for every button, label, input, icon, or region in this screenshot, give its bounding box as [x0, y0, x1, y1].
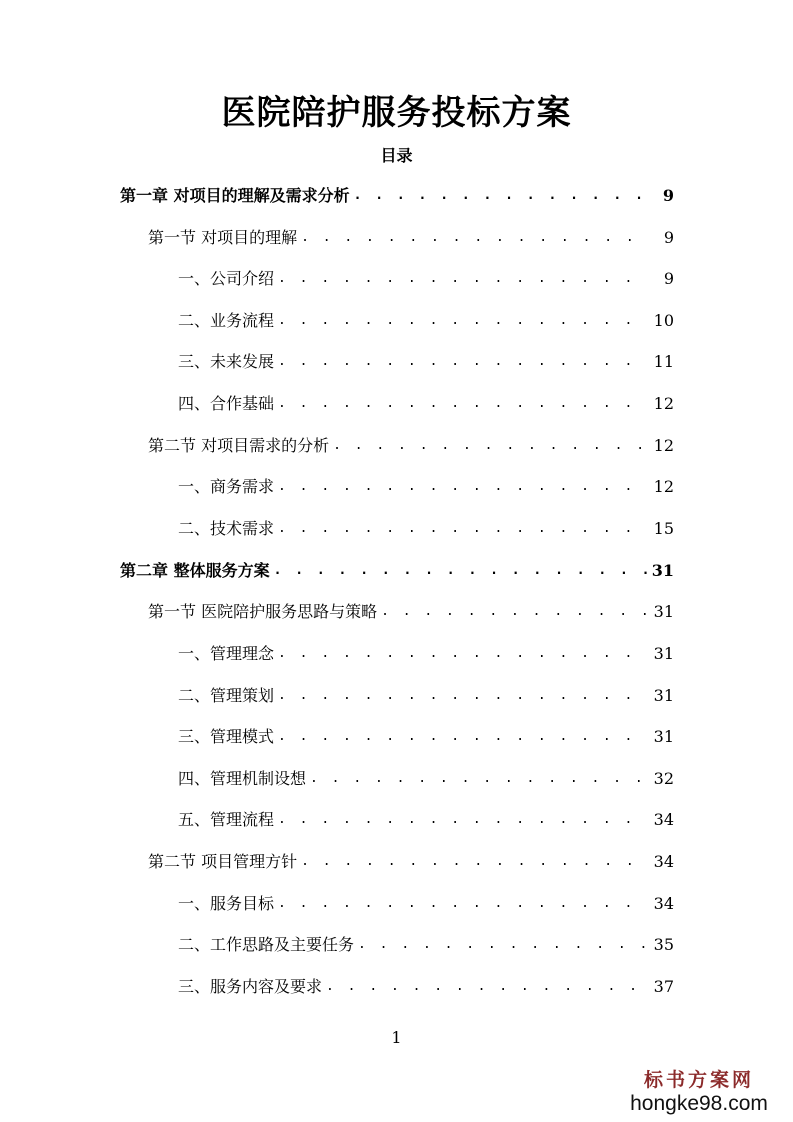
- toc-entry-subsection[interactable]: [178, 890, 674, 918]
- toc-entry-title: 五、管理流程: [178, 810, 275, 829]
- toc-entry-subsection[interactable]: [178, 973, 674, 1001]
- toc-entry-page: 34: [653, 894, 674, 913]
- toc-entry-subsection[interactable]: [178, 931, 674, 959]
- toc-entry-page: 12: [653, 436, 674, 455]
- page-number: 1: [391, 1028, 402, 1047]
- toc-entry-page: 31: [651, 561, 674, 580]
- toc-entry-page: 35: [653, 935, 674, 954]
- watermark-cn-text: 标书方案网: [643, 1069, 754, 1091]
- toc-leader-dots: [354, 182, 648, 210]
- toc-entry-page: 15: [653, 519, 674, 538]
- watermark-url-text: hongke98.com: [630, 1092, 768, 1115]
- toc-entry-title: 一、公司介绍: [178, 269, 275, 288]
- toc-entry-page: 11: [653, 352, 674, 371]
- toc-entry-page: 12: [653, 394, 674, 413]
- document-title: 医院陪护服务投标方案: [221, 93, 572, 133]
- toc-entry-subsection[interactable]: [178, 348, 674, 376]
- toc-leader-dots: [278, 473, 648, 501]
- toc-leader-dots: [310, 765, 648, 793]
- toc-entry-title: 一、服务目标: [178, 894, 275, 913]
- toc-entry-title: 第二节 对项目需求的分析: [148, 436, 330, 455]
- toc-heading: 目录: [380, 146, 413, 165]
- toc-entry-page: 34: [653, 852, 674, 871]
- toc-entry-subsection[interactable]: [178, 265, 674, 293]
- toc-entry-title: 一、管理理念: [178, 644, 275, 663]
- toc-leader-dots: [381, 598, 648, 626]
- toc-leader-dots: [301, 224, 648, 252]
- toc-entry-subsection[interactable]: [178, 682, 674, 710]
- toc-entry-page: 12: [653, 477, 674, 496]
- toc-leader-dots: [278, 390, 648, 418]
- toc-leader-dots: [333, 432, 648, 460]
- toc-entry-subsection[interactable]: [178, 723, 674, 751]
- toc-entry-subsection[interactable]: [178, 765, 674, 793]
- toc-entry-title: 二、工作思路及主要任务: [178, 935, 355, 954]
- toc-leader-dots: [278, 682, 648, 710]
- toc-entry-subsection[interactable]: [178, 640, 674, 668]
- toc-leader-dots: [278, 265, 648, 293]
- toc-leader-dots: [358, 931, 648, 959]
- toc-entry-page: 32: [653, 769, 674, 788]
- toc-entry-title: 第二节 项目管理方针: [148, 852, 298, 871]
- toc-entry-title: 二、技术需求: [178, 519, 275, 538]
- toc-entry-subsection[interactable]: [178, 473, 674, 501]
- toc-entry-title: 二、业务流程: [178, 311, 275, 330]
- toc-entry-page: 31: [653, 644, 674, 663]
- toc-entry-page: 31: [653, 686, 674, 705]
- toc-entry-page: 10: [653, 311, 674, 330]
- toc-entry-title: 三、管理模式: [178, 727, 275, 746]
- toc-entry-title: 第一节 对项目的理解: [148, 228, 298, 247]
- toc-entry-section[interactable]: [148, 224, 674, 252]
- toc-entry-title: 四、合作基础: [178, 394, 275, 413]
- toc-entry-title: 三、服务内容及要求: [178, 977, 323, 996]
- toc-entry-subsection[interactable]: [178, 390, 674, 418]
- toc-entry-title: 一、商务需求: [178, 477, 275, 496]
- toc-entry-page: 9: [662, 186, 674, 205]
- toc-entry-subsection[interactable]: [178, 307, 674, 335]
- toc-leader-dots: [278, 348, 648, 376]
- toc-leader-dots: [301, 848, 648, 876]
- toc-leader-dots: [278, 723, 648, 751]
- toc-leader-dots: [274, 557, 648, 585]
- toc-entry-section[interactable]: [148, 598, 674, 626]
- toc-entry-section[interactable]: [148, 848, 674, 876]
- toc-leader-dots: [278, 806, 648, 834]
- toc-entry-section[interactable]: [148, 432, 674, 460]
- toc-entry-title: 第二章 整体服务方案: [120, 561, 270, 580]
- toc-entry-chapter-2[interactable]: [120, 557, 674, 585]
- toc-entry-title: 四、管理机制设想: [178, 769, 307, 788]
- watermark-logo: [619, 1068, 779, 1116]
- toc-entry-page: 31: [653, 727, 674, 746]
- toc-entry-title: 第一节 医院陪护服务思路与策略: [148, 602, 378, 621]
- toc-entry-page: 31: [653, 602, 674, 621]
- toc-leader-dots: [278, 640, 648, 668]
- toc-entry-page: 9: [663, 269, 674, 288]
- toc-entry-page: 9: [663, 228, 674, 247]
- toc-entry-subsection[interactable]: [178, 515, 674, 543]
- toc-leader-dots: [278, 515, 648, 543]
- toc-entry-page: 34: [653, 810, 674, 829]
- toc-entry-page: 37: [653, 977, 674, 996]
- toc-leader-dots: [326, 973, 648, 1001]
- toc-leader-dots: [278, 307, 648, 335]
- toc-entry-chapter-1[interactable]: [120, 182, 674, 210]
- toc-entry-title: 第一章 对项目的理解及需求分析: [120, 186, 350, 205]
- toc-entry-title: 三、未来发展: [178, 352, 275, 371]
- toc-entry-subsection[interactable]: [178, 806, 674, 834]
- toc-leader-dots: [278, 890, 648, 918]
- toc-entry-title: 二、管理策划: [178, 686, 275, 705]
